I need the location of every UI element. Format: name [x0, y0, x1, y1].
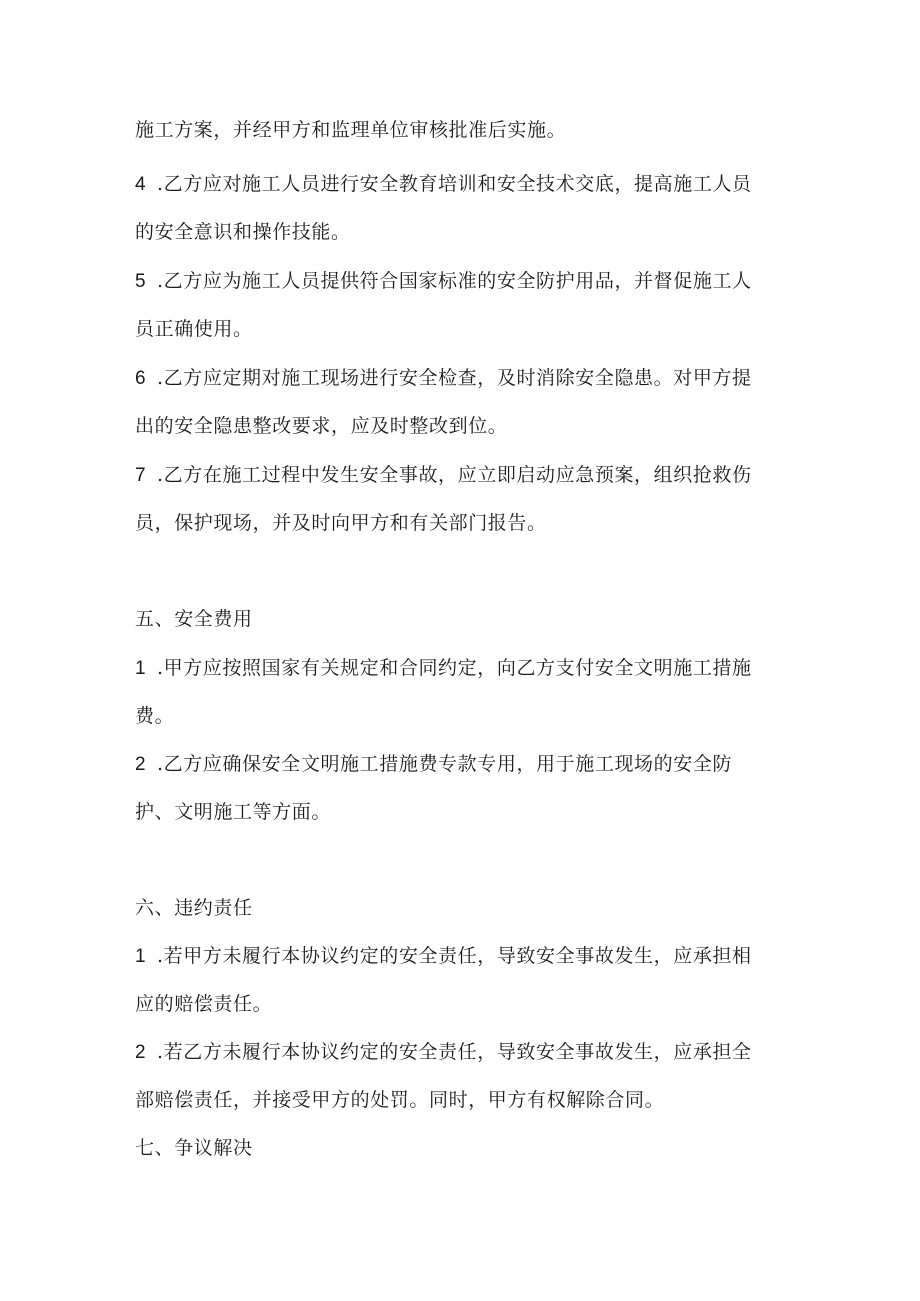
line-text: 员正确使用。: [135, 318, 253, 340]
list-item: [135, 269, 795, 294]
text-line: [135, 704, 795, 728]
item-number: 6: [135, 368, 147, 389]
line-text: 施工方案，并经甲方和监理单位审核批准后实施。: [135, 119, 567, 141]
list-item: [135, 944, 795, 969]
item-number: 1: [135, 946, 147, 967]
list-item: [135, 463, 795, 488]
item-number: 1: [135, 658, 147, 679]
text-line: [135, 317, 795, 341]
list-item: [135, 366, 795, 391]
line-text: .若甲方未履行本协议约定的安全责任，导致安全事故发生，应承担相: [157, 945, 752, 967]
line-text: 护、文明施工等方面。: [135, 801, 332, 823]
heading-text: 六、违约责任: [135, 897, 253, 919]
text-line: [135, 414, 795, 438]
item-number: 2: [135, 1042, 147, 1063]
line-text: .若乙方未履行本协议约定的安全责任，导致安全事故发生，应承担全: [157, 1041, 752, 1063]
line-text: 的安全意识和操作技能。: [135, 221, 351, 243]
line-text: .乙方应对施工人员进行安全教育培训和安全技术交底，提高施工人员: [157, 173, 752, 195]
line-text: .乙方应定期对施工现场进行安全检查，及时消除安全隐患。对甲方提: [157, 367, 752, 389]
text-line: [135, 800, 795, 824]
section-heading: [135, 896, 795, 920]
line-text: 出的安全隐患整改要求，应及时整改到位。: [135, 415, 508, 437]
section-heading: [135, 1136, 795, 1160]
item-number: 4: [135, 174, 147, 195]
item-number: 5: [135, 271, 147, 292]
text-line: [135, 220, 795, 244]
line-text: 应的赔偿责任。: [135, 993, 273, 1015]
text-line: [135, 1088, 795, 1112]
list-item: [135, 656, 795, 681]
text-line: [135, 992, 795, 1016]
item-number: 2: [135, 754, 147, 775]
text-line: [135, 118, 795, 142]
heading-text: 五、安全费用: [135, 608, 253, 630]
list-item: [135, 752, 795, 777]
item-number: 7: [135, 465, 147, 486]
line-text: .甲方应按照国家有关规定和合同约定，向乙方支付安全文明施工措施: [157, 657, 752, 679]
line-text: 员，保护现场，并及时向甲方和有关部门报告。: [135, 512, 547, 534]
list-item: [135, 172, 795, 197]
text-line: [135, 511, 795, 535]
line-text: .乙方在施工过程中发生安全事故，应立即启动应急预案，组织抢救伤: [157, 464, 752, 486]
heading-text: 七、争议解决: [135, 1137, 253, 1159]
line-text: .乙方应为施工人员提供符合国家标准的安全防护用品，并督促施工人: [157, 270, 752, 292]
line-text: 部赔偿责任，并接受甲方的处罚。同时，甲方有权解除合同。: [135, 1089, 665, 1111]
section-heading: [135, 607, 795, 631]
line-text: 费。: [135, 705, 175, 727]
line-text: .乙方应确保安全文明施工措施费专款专用，用于施工现场的安全防: [157, 753, 733, 775]
list-item: [135, 1040, 795, 1065]
